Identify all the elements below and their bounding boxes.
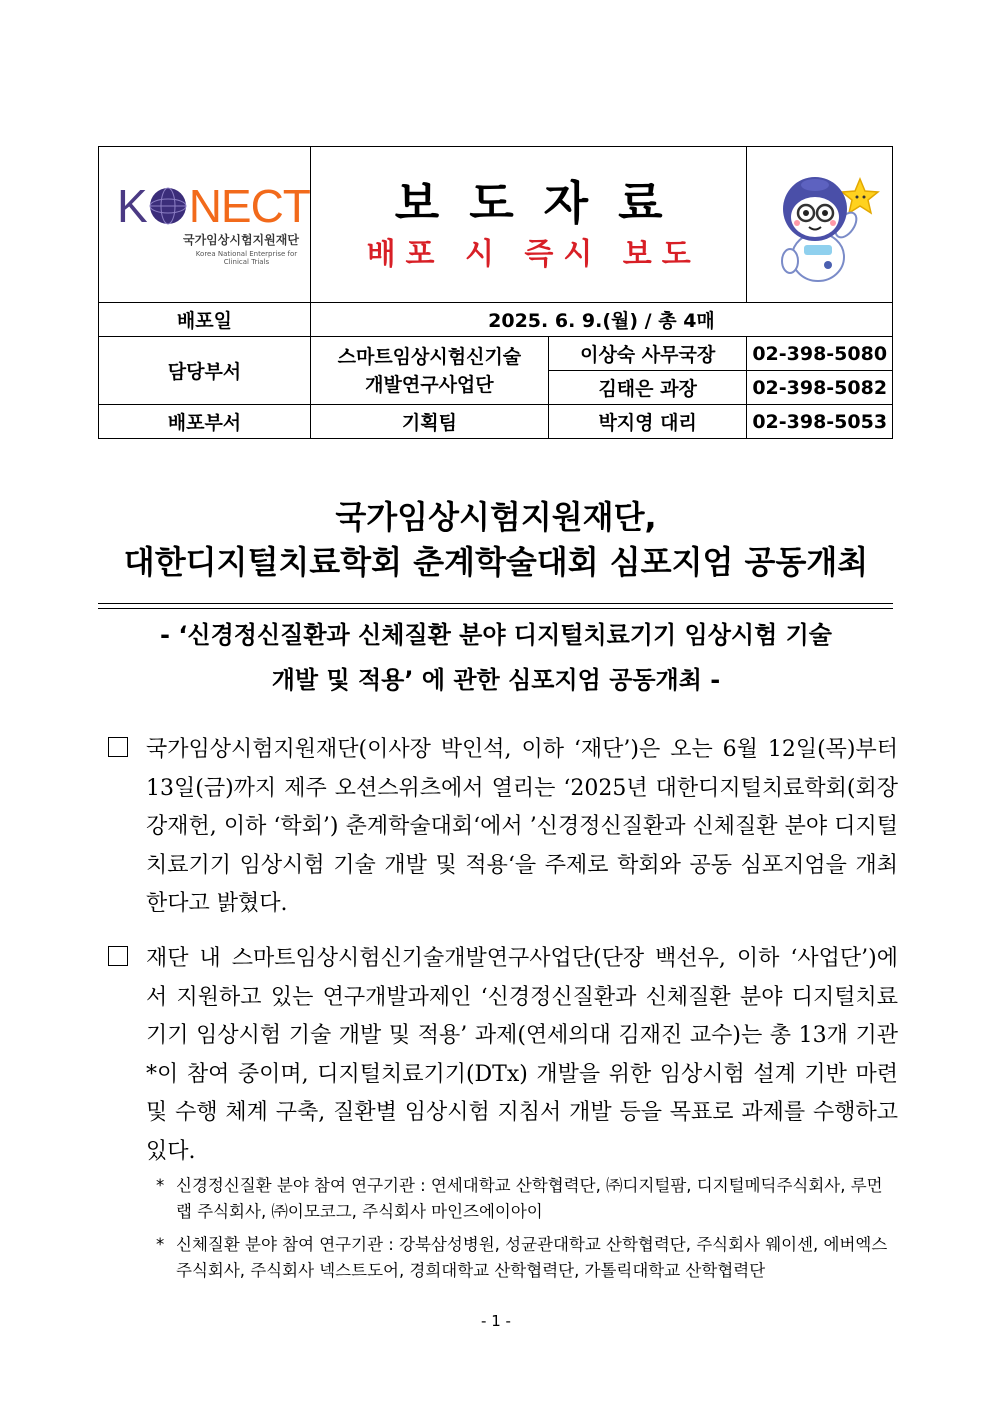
logo-cell (99, 147, 311, 303)
title-cell (310, 147, 746, 303)
release-date-value: 2025. 6. 9.(월) / 총 4매 (310, 303, 892, 337)
dist-contact-name: 박지영 대리 (548, 405, 747, 439)
contact-phone: 02-398-5080 (747, 337, 893, 371)
body-paragraph (108, 731, 898, 924)
contact-name: 김태은 과장 (548, 371, 747, 405)
footnote (156, 1173, 898, 1225)
dist-contact-phone: 02-398-5053 (747, 405, 893, 439)
double-rule-top (98, 603, 893, 604)
checkbox-bullet-icon (108, 737, 128, 757)
logo-globe-icon (148, 186, 188, 226)
checkbox-bullet-icon (108, 946, 128, 966)
mascot-cell (747, 147, 893, 303)
press-release-header-table (98, 146, 893, 439)
footnote-marker: * (156, 1235, 165, 1254)
mascot-icon (760, 157, 880, 287)
footnote (156, 1232, 898, 1284)
headline-line1: 국가임상시험지원재단, (335, 498, 657, 536)
release-notice: 배포 시 즉시 보도 (366, 236, 701, 272)
double-rule-bottom (98, 608, 893, 609)
contact-name: 이상숙 사무국장 (548, 337, 747, 371)
dist-dept-label: 배포부서 (99, 405, 311, 439)
dept-name-line2: 개발연구사업단 (365, 373, 494, 396)
footnote-marker: * (156, 1176, 165, 1195)
page-number: - 1 - (481, 1312, 511, 1330)
logo-english-name: Korea National Enterprise for Clinical Trials (195, 250, 298, 266)
dept-name-line1: 스마트임상시험신기술 (337, 345, 522, 368)
contact-phone: 02-398-5082 (747, 371, 893, 405)
dist-dept-name: 기획팀 (310, 405, 548, 439)
logo-korean-name: 국가임상시험지원재단 (183, 233, 299, 247)
page-title: 보도자료 (394, 175, 693, 230)
release-date-label: 배포일 (99, 303, 311, 337)
paragraph-text: 국가임상시험지원재단(이사장 박인석, 이하 ‘재단’)은 오는 6월 12일(목)부터 13일(금)까지 제주 오션스위츠에서 열리는 ‘2025년 대한디지털치료학회(회장 강재헌, 이하 ‘학회’) 춘계학술대회‘에서 ’신경정신질환과 신체질환 분야 디지털치료기기 임상시험 기술 개발 및 적용‘을 주제로 학회와 공동 심포지엄을 개최한다고 밝혔다. (146, 737, 898, 916)
headline-line2: 대한디지털치료학회 춘계학술대회 심포지엄 공동개최 (123, 543, 869, 581)
paragraph-text: 재단 내 스마트임상시험신기술개발연구사업단(단장 백선우, 이하 ‘사업단’)에서 지원하고 있는 연구개발과제인 ‘신경정신질환과 신체질환 분야 디지털치료기기 임상시험 기술 개발 및 적용’ 과제(연세의대 김재진 교수)는 총 13개 기관*이 참여 중이며, 디지털치료기기(DTx) 개발을 위한 임상시험 설계 기반 마련 및 수행 체계 구축, 질환별 임상시험 지침서 개발 등을 목표로 과제를 수행하고 있다. (146, 946, 898, 1164)
subheadline-line1: - ‘신경정신질환과 신체질환 분야 디지털치료기기 임상시험 기술 (160, 621, 832, 649)
dept-label: 담당부서 (99, 337, 311, 405)
konect-logo (117, 180, 310, 266)
subheadline-line2: 개발 및 적용’ 에 관한 심포지엄 공동개최 - (271, 666, 721, 694)
dept-name (310, 337, 548, 405)
footnote-text: 신경정신질환 분야 참여 연구기관 : 연세대학교 산학협력단, ㈜디지털팜, 디지털메딕주식회사, 루먼랩 주식회사, ㈜이모코그, 주식회사 마인즈에이아이 (176, 1176, 883, 1221)
body-paragraph (108, 940, 898, 1171)
logo-word-rest: NECT (188, 180, 310, 232)
logo-letter-k: K (117, 180, 147, 232)
footnote-text: 신체질환 분야 참여 연구기관 : 강북삼성병원, 성균관대학교 산학협력단, 주식회사 웨이센, 에버엑스 주식회사, 주식회사 넥스트도어, 경희대학교 산학협력단, 가톨릭대학교 산학협력단 (176, 1235, 888, 1280)
